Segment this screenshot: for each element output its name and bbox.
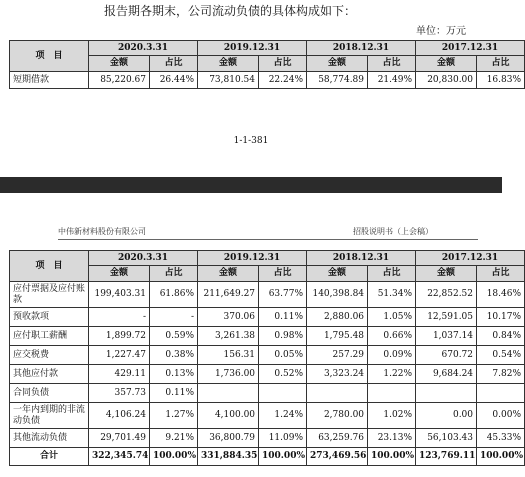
cell-value: 10.17% xyxy=(477,308,525,327)
cell-value: 1.27% xyxy=(150,403,198,429)
total-value: 100.00% xyxy=(259,448,307,466)
row-label: 其他流动负债 xyxy=(10,429,89,448)
cell-value: 1.05% xyxy=(368,308,416,327)
cell-value: 22,852.52 xyxy=(416,282,477,308)
cell-value: 1.02% xyxy=(368,403,416,429)
cell-value xyxy=(368,384,416,403)
cell-value: 9,684.24 xyxy=(416,365,477,384)
cell-value: 4,100.00 xyxy=(198,403,259,429)
cell-value: 0.98% xyxy=(259,327,307,346)
cell-value xyxy=(307,384,368,403)
header-item: 项 目 xyxy=(10,251,89,282)
row-label: 短期借款 xyxy=(10,72,89,89)
cell-value: 429.11 xyxy=(89,365,150,384)
header-period: 2020.3.31 xyxy=(89,251,198,266)
cell-value: 1,795.48 xyxy=(307,327,368,346)
document-company: 中伟新材料股份有限公司 xyxy=(58,227,146,236)
total-row xyxy=(10,448,525,466)
cell-value: 2,780.00 xyxy=(307,403,368,429)
cell-value: 12,591.05 xyxy=(416,308,477,327)
liabilities-table-top xyxy=(9,40,525,89)
header-period: 2018.12.31 xyxy=(307,251,416,266)
table-row xyxy=(10,384,525,403)
table-row xyxy=(10,403,525,429)
cell-value: 23.13% xyxy=(368,429,416,448)
cell-value: 3,261.38 xyxy=(198,327,259,346)
cell-value: 0.11% xyxy=(259,308,307,327)
cell-value: 58,774.89 xyxy=(307,72,368,89)
cell-value: 0.11% xyxy=(150,384,198,403)
cell-value: 0.84% xyxy=(477,327,525,346)
cell-value: - xyxy=(89,308,150,327)
header-ratio: 占比 xyxy=(150,266,198,282)
header-amount: 金额 xyxy=(89,56,150,72)
row-label: 应付票据及应付账款 xyxy=(10,282,89,308)
cell-value: 211,649.27 xyxy=(198,282,259,308)
cell-value: 0.38% xyxy=(150,346,198,365)
cell-value: 61.86% xyxy=(150,282,198,308)
cell-value: 29,701.49 xyxy=(89,429,150,448)
header-ratio: 占比 xyxy=(150,56,198,72)
header-amount: 金额 xyxy=(198,56,259,72)
cell-value: 370.06 xyxy=(198,308,259,327)
header-amount: 金额 xyxy=(416,266,477,282)
cell-value: 7.82% xyxy=(477,365,525,384)
cell-value: 63,259.76 xyxy=(307,429,368,448)
cell-value: 1,899.72 xyxy=(89,327,150,346)
cell-value: 1,037.14 xyxy=(416,327,477,346)
table-row xyxy=(10,327,525,346)
header-amount: 金额 xyxy=(416,56,477,72)
row-label: 一年内到期的非流动负债 xyxy=(10,403,89,429)
cell-value: 0.13% xyxy=(150,365,198,384)
table-row xyxy=(10,346,525,365)
cell-value: 3,323.24 xyxy=(307,365,368,384)
row-label: 应交税费 xyxy=(10,346,89,365)
header-period: 2019.12.31 xyxy=(198,41,307,56)
cell-value: 26.44% xyxy=(150,72,198,89)
total-value: 123,769.11 xyxy=(416,448,477,466)
table-row xyxy=(10,72,525,89)
cell-value: 2,880.06 xyxy=(307,308,368,327)
total-value: 100.00% xyxy=(368,448,416,466)
header-period: 2018.12.31 xyxy=(307,41,416,56)
cell-value: 0.59% xyxy=(150,327,198,346)
cell-value: 357.73 xyxy=(89,384,150,403)
cell-value xyxy=(416,384,477,403)
header-amount: 金额 xyxy=(307,56,368,72)
cell-value: 1.22% xyxy=(368,365,416,384)
cell-value: 21.49% xyxy=(368,72,416,89)
cell-value: 0.54% xyxy=(477,346,525,365)
header-period: 2020.3.31 xyxy=(89,41,198,56)
row-label: 预收款项 xyxy=(10,308,89,327)
header-amount: 金额 xyxy=(198,266,259,282)
total-label: 合计 xyxy=(10,448,89,466)
cell-value: 0.00% xyxy=(477,403,525,429)
header-amount: 金额 xyxy=(307,266,368,282)
table-row xyxy=(10,282,525,308)
header-ratio: 占比 xyxy=(477,266,525,282)
header-ratio: 占比 xyxy=(259,266,307,282)
header-ratio: 占比 xyxy=(368,266,416,282)
cell-value: 0.05% xyxy=(259,346,307,365)
cell-value: 9.21% xyxy=(150,429,198,448)
cell-value: 73,810.54 xyxy=(198,72,259,89)
cell-value: 0.09% xyxy=(368,346,416,365)
cell-value: 670.72 xyxy=(416,346,477,365)
cell-value: 63.77% xyxy=(259,282,307,308)
cell-value: 0.66% xyxy=(368,327,416,346)
row-label: 合同负债 xyxy=(10,384,89,403)
page-number: 1-1-381 xyxy=(233,136,269,146)
header-ratio: 占比 xyxy=(368,56,416,72)
intro-text: 报告期各期末，公司流动负债的具体构成如下： xyxy=(104,4,357,18)
document-name: 招股说明书（上会稿） xyxy=(353,227,433,236)
cell-value: 22.24% xyxy=(259,72,307,89)
cell-value: - xyxy=(150,308,198,327)
total-value: 273,469.56 xyxy=(307,448,368,466)
header-rule xyxy=(58,239,478,240)
cell-value: 11.09% xyxy=(259,429,307,448)
cell-value: 36,800.79 xyxy=(198,429,259,448)
cell-value: 4,106.24 xyxy=(89,403,150,429)
table-row xyxy=(10,365,525,384)
total-value: 100.00% xyxy=(477,448,525,466)
header-item: 项 目 xyxy=(10,41,89,72)
liabilities-table-bottom xyxy=(9,250,525,466)
total-value: 331,884.35 xyxy=(198,448,259,466)
header-amount: 金额 xyxy=(89,266,150,282)
cell-value: 1,227.47 xyxy=(89,346,150,365)
cell-value: 1.24% xyxy=(259,403,307,429)
total-value: 100.00% xyxy=(150,448,198,466)
cell-value xyxy=(477,384,525,403)
cell-value: 257.29 xyxy=(307,346,368,365)
cell-value: 140,398.84 xyxy=(307,282,368,308)
cell-value xyxy=(198,384,259,403)
page-separator xyxy=(0,177,502,193)
cell-value: 199,403.31 xyxy=(89,282,150,308)
cell-value: 0.52% xyxy=(259,365,307,384)
header-period: 2017.12.31 xyxy=(416,41,525,56)
cell-value: 85,220.67 xyxy=(89,72,150,89)
row-label: 应付职工薪酬 xyxy=(10,327,89,346)
cell-value: 16.83% xyxy=(477,72,525,89)
table-row xyxy=(10,308,525,327)
row-label: 其他应付款 xyxy=(10,365,89,384)
header-period: 2017.12.31 xyxy=(416,251,525,266)
cell-value: 1,736.00 xyxy=(198,365,259,384)
table-row xyxy=(10,429,525,448)
cell-value: 45.33% xyxy=(477,429,525,448)
cell-value: 51.34% xyxy=(368,282,416,308)
header-ratio: 占比 xyxy=(259,56,307,72)
header-ratio: 占比 xyxy=(477,56,525,72)
unit-label: 单位：万元 xyxy=(416,26,466,37)
cell-value: 20,830.00 xyxy=(416,72,477,89)
cell-value xyxy=(259,384,307,403)
cell-value: 18.46% xyxy=(477,282,525,308)
cell-value: 0.00 xyxy=(416,403,477,429)
cell-value: 56,103.43 xyxy=(416,429,477,448)
total-value: 322,345.74 xyxy=(89,448,150,466)
cell-value: 156.31 xyxy=(198,346,259,365)
header-period: 2019.12.31 xyxy=(198,251,307,266)
